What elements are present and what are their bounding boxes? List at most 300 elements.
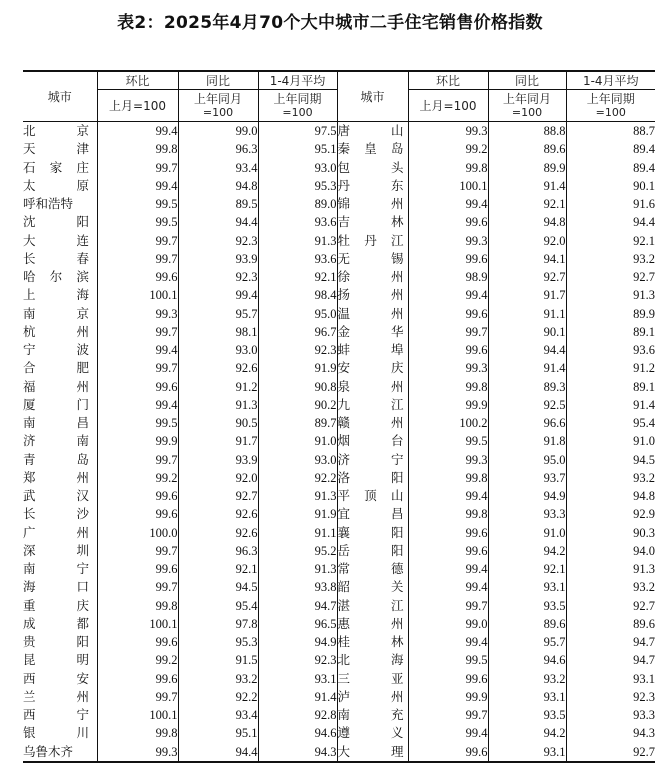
mom-value: 99.5 [97, 414, 178, 432]
table-row [23, 633, 655, 651]
avg-value: 97.5 [258, 122, 337, 141]
avg-header-left: 1-4月平均 [258, 71, 337, 90]
avg-value: 89.9 [566, 305, 655, 323]
table-row [23, 432, 655, 450]
table-row [23, 505, 655, 523]
mom-value: 99.5 [408, 432, 488, 450]
yoy-value: 94.8 [178, 177, 258, 195]
city-name: 青 岛 [23, 451, 89, 467]
avg-value: 92.1 [258, 268, 337, 286]
yoy-value: 93.0 [178, 341, 258, 359]
mom-value: 99.6 [408, 213, 488, 231]
yoy-value: 94.6 [488, 651, 566, 669]
city-name: 银 川 [23, 725, 89, 741]
table-row [23, 305, 655, 323]
mom-value: 99.6 [97, 487, 178, 505]
mom-header-right: 环比 [408, 71, 488, 90]
yoy-value: 99.4 [178, 286, 258, 304]
mom-value: 99.9 [97, 432, 178, 450]
table-row [23, 140, 655, 158]
avg-value: 96.5 [258, 615, 337, 633]
city-name: 惠 州 [337, 615, 408, 633]
mom-value: 99.3 [408, 122, 488, 141]
price-index-table [23, 70, 655, 763]
avg-value: 92.3 [566, 688, 655, 706]
yoy-value: 92.1 [178, 560, 258, 578]
mom-value: 99.7 [97, 323, 178, 341]
city-name: 哈 尔 滨 [23, 269, 89, 285]
city-name: 长 沙 [23, 506, 89, 522]
avg-value: 95.4 [566, 414, 655, 432]
mom-value: 99.6 [408, 524, 488, 542]
yoy-value: 93.2 [178, 670, 258, 688]
avg-value: 90.1 [566, 177, 655, 195]
avg-value: 91.0 [258, 432, 337, 450]
yoy-value: 93.2 [488, 670, 566, 688]
mom-value: 99.4 [97, 122, 178, 141]
yoy-value: 89.9 [488, 159, 566, 177]
mom-value: 100.2 [408, 414, 488, 432]
table-row [23, 724, 655, 742]
yoy-value: 93.1 [488, 743, 566, 762]
city-name: 兰 州 [23, 688, 89, 704]
mom-value: 99.4 [408, 195, 488, 213]
city-name: 南 昌 [23, 415, 89, 431]
avg-value: 94.6 [258, 724, 337, 742]
yoy-value: 99.0 [178, 122, 258, 141]
city-name: 烟 台 [337, 432, 408, 450]
avg-value: 93.1 [566, 670, 655, 688]
table-row [23, 688, 655, 706]
city-name: 韶 关 [337, 578, 408, 596]
yoy-value: 91.0 [488, 524, 566, 542]
city-name: 赣 州 [337, 414, 408, 432]
city-name: 丹 东 [337, 177, 408, 195]
avg-value: 95.2 [258, 542, 337, 560]
yoy-value: 94.4 [488, 341, 566, 359]
table-row [23, 286, 655, 304]
city-name: 大 理 [337, 743, 408, 762]
mom-value: 99.6 [97, 268, 178, 286]
city-name: 海 口 [23, 579, 89, 595]
city-name: 广 州 [23, 524, 89, 540]
avg-value: 90.8 [258, 378, 337, 396]
table-row [23, 469, 655, 487]
city-name: 湛 江 [337, 597, 408, 615]
yoy-value: 94.4 [178, 743, 258, 762]
avg-value: 94.7 [258, 597, 337, 615]
mom-value: 99.2 [408, 140, 488, 158]
avg-value: 92.2 [258, 469, 337, 487]
table-row [23, 542, 655, 560]
mom-value: 99.8 [97, 597, 178, 615]
table-row [23, 597, 655, 615]
yoy-value: 93.1 [488, 578, 566, 596]
mom-value: 100.0 [97, 524, 178, 542]
yoy-base-left: 上年同月 =100 [178, 90, 258, 122]
yoy-base-right: 上年同月 =100 [488, 90, 566, 122]
table-row [23, 341, 655, 359]
yoy-value: 94.9 [488, 487, 566, 505]
yoy-value: 92.1 [488, 195, 566, 213]
mom-value: 99.6 [408, 250, 488, 268]
table-row [23, 232, 655, 250]
table-row [23, 560, 655, 578]
city-name: 呼 和 浩 特 [23, 196, 74, 212]
yoy-value: 89.3 [488, 378, 566, 396]
avg-value: 93.8 [258, 578, 337, 596]
avg-value: 93.0 [258, 451, 337, 469]
yoy-value: 91.4 [488, 177, 566, 195]
table-row [23, 159, 655, 177]
mom-value: 99.7 [97, 578, 178, 596]
mom-value: 99.4 [97, 177, 178, 195]
city-name: 吉 林 [337, 213, 408, 231]
yoy-value: 90.5 [178, 414, 258, 432]
city-name: 宜 昌 [337, 505, 408, 523]
yoy-value: 93.3 [488, 505, 566, 523]
table-row [23, 615, 655, 633]
mom-value: 100.1 [97, 615, 178, 633]
table-row [23, 213, 655, 231]
city-name: 常 德 [337, 560, 408, 578]
city-name: 大 连 [23, 232, 89, 248]
city-name: 秦 皇 岛 [337, 140, 408, 158]
yoy-value: 93.7 [488, 469, 566, 487]
mom-value: 99.3 [408, 232, 488, 250]
city-name: 泉 州 [337, 378, 408, 396]
yoy-value: 95.7 [488, 633, 566, 651]
mom-value: 99.7 [97, 688, 178, 706]
avg-value: 92.7 [566, 268, 655, 286]
city-name: 长 春 [23, 250, 89, 266]
mom-value: 100.1 [408, 177, 488, 195]
avg-value: 93.2 [566, 250, 655, 268]
avg-base-right: 上年同期 =100 [566, 90, 655, 122]
table-row [23, 670, 655, 688]
yoy-value: 93.5 [488, 597, 566, 615]
table-row [23, 250, 655, 268]
mom-value: 99.4 [408, 724, 488, 742]
avg-value: 91.4 [566, 396, 655, 414]
mom-value: 99.3 [408, 451, 488, 469]
mom-value: 99.8 [408, 378, 488, 396]
avg-value: 95.0 [258, 305, 337, 323]
avg-value: 94.0 [566, 542, 655, 560]
table-row [23, 487, 655, 505]
yoy-value: 91.1 [488, 305, 566, 323]
mom-base-left: 上月=100 [97, 90, 178, 122]
yoy-value: 91.7 [488, 286, 566, 304]
mom-value: 99.8 [408, 505, 488, 523]
city-name: 合 肥 [23, 360, 89, 376]
yoy-value: 91.5 [178, 651, 258, 669]
avg-value: 91.6 [566, 195, 655, 213]
mom-base-right: 上月=100 [408, 90, 488, 122]
yoy-value: 94.2 [488, 724, 566, 742]
avg-value: 93.1 [258, 670, 337, 688]
yoy-value: 95.4 [178, 597, 258, 615]
mom-value: 100.1 [97, 286, 178, 304]
yoy-value: 92.6 [178, 524, 258, 542]
city-name: 唐 山 [337, 122, 408, 141]
avg-value: 91.1 [258, 524, 337, 542]
city-name: 贵 阳 [23, 634, 89, 650]
city-name: 包 头 [337, 159, 408, 177]
city-name: 锦 州 [337, 195, 408, 213]
yoy-value: 95.1 [178, 724, 258, 742]
yoy-value: 88.8 [488, 122, 566, 141]
yoy-value: 92.3 [178, 268, 258, 286]
avg-value: 89.6 [566, 615, 655, 633]
table-row [23, 122, 655, 141]
table-row [23, 414, 655, 432]
yoy-value: 94.2 [488, 542, 566, 560]
city-name: 北 海 [337, 651, 408, 669]
yoy-value: 94.8 [488, 213, 566, 231]
avg-value: 89.1 [566, 378, 655, 396]
mom-value: 99.7 [97, 159, 178, 177]
mom-value: 99.6 [97, 560, 178, 578]
city-name: 西 宁 [23, 707, 89, 723]
city-name: 成 都 [23, 615, 89, 631]
city-name: 蚌 埠 [337, 341, 408, 359]
header-row-1 [23, 71, 655, 90]
avg-value: 95.1 [258, 140, 337, 158]
mom-value: 99.6 [97, 670, 178, 688]
mom-value: 99.8 [408, 159, 488, 177]
mom-value: 99.8 [97, 724, 178, 742]
yoy-value: 97.8 [178, 615, 258, 633]
city-name: 牡 丹 江 [337, 232, 408, 250]
city-name: 上 海 [23, 287, 89, 303]
yoy-value: 92.1 [488, 560, 566, 578]
avg-value: 93.2 [566, 469, 655, 487]
city-header-right: 城市 [337, 71, 408, 122]
table-row [23, 268, 655, 286]
mom-value: 99.5 [97, 195, 178, 213]
mom-value: 99.4 [408, 286, 488, 304]
mom-value: 99.8 [408, 469, 488, 487]
mom-value: 99.0 [408, 615, 488, 633]
yoy-value: 95.3 [178, 633, 258, 651]
avg-value: 90.3 [566, 524, 655, 542]
mom-value: 99.7 [97, 451, 178, 469]
avg-value: 98.4 [258, 286, 337, 304]
yoy-value: 91.4 [488, 359, 566, 377]
mom-value: 99.7 [97, 250, 178, 268]
yoy-value: 89.5 [178, 195, 258, 213]
mom-value: 99.4 [408, 633, 488, 651]
mom-value: 99.4 [408, 578, 488, 596]
city-name: 杭 州 [23, 323, 89, 339]
mom-value: 99.6 [97, 378, 178, 396]
mom-value: 99.3 [97, 305, 178, 323]
avg-value: 90.2 [258, 396, 337, 414]
yoy-value: 96.6 [488, 414, 566, 432]
yoy-value: 93.9 [178, 451, 258, 469]
city-name: 沈 阳 [23, 214, 89, 230]
mom-value: 99.4 [97, 396, 178, 414]
yoy-value: 89.6 [488, 615, 566, 633]
yoy-header-left: 同比 [178, 71, 258, 90]
avg-value: 92.8 [258, 706, 337, 724]
yoy-value: 94.4 [178, 213, 258, 231]
yoy-value: 91.7 [178, 432, 258, 450]
mom-value: 99.6 [408, 743, 488, 762]
mom-value: 99.9 [408, 396, 488, 414]
city-name: 遵 义 [337, 724, 408, 742]
avg-value: 92.7 [566, 743, 655, 762]
city-name: 重 庆 [23, 597, 89, 613]
yoy-value: 96.3 [178, 542, 258, 560]
city-name: 无 锡 [337, 250, 408, 268]
avg-value: 94.7 [566, 651, 655, 669]
mom-value: 99.6 [97, 505, 178, 523]
yoy-value: 92.3 [178, 232, 258, 250]
avg-value: 92.3 [258, 341, 337, 359]
yoy-value: 93.5 [488, 706, 566, 724]
city-name: 南 充 [337, 706, 408, 724]
yoy-value: 92.7 [178, 487, 258, 505]
avg-value: 94.9 [258, 633, 337, 651]
mom-value: 99.5 [97, 213, 178, 231]
table-row [23, 323, 655, 341]
mom-value: 99.7 [408, 597, 488, 615]
city-name: 郑 州 [23, 469, 89, 485]
city-name: 平 顶 山 [337, 487, 408, 505]
mom-value: 99.7 [97, 359, 178, 377]
city-name: 温 州 [337, 305, 408, 323]
yoy-value: 92.0 [488, 232, 566, 250]
avg-value: 89.4 [566, 159, 655, 177]
avg-value: 94.7 [566, 633, 655, 651]
city-name: 泸 州 [337, 688, 408, 706]
yoy-value: 91.2 [178, 378, 258, 396]
mom-value: 99.4 [408, 560, 488, 578]
table-row [23, 378, 655, 396]
mom-value: 99.5 [408, 651, 488, 669]
avg-value: 89.4 [566, 140, 655, 158]
mom-value: 99.3 [408, 359, 488, 377]
avg-value: 89.0 [258, 195, 337, 213]
avg-value: 94.4 [566, 213, 655, 231]
city-name: 北 京 [23, 123, 89, 139]
mom-value: 99.6 [408, 341, 488, 359]
city-name: 南 京 [23, 305, 89, 321]
table-body [23, 122, 655, 762]
table-row [23, 651, 655, 669]
city-name: 西 安 [23, 670, 89, 686]
city-name: 九 江 [337, 396, 408, 414]
table-row [23, 396, 655, 414]
yoy-value: 94.1 [488, 250, 566, 268]
mom-value: 99.7 [408, 706, 488, 724]
city-name: 宁 波 [23, 342, 89, 358]
avg-value: 91.3 [566, 560, 655, 578]
mom-value: 99.4 [408, 487, 488, 505]
yoy-value: 92.0 [178, 469, 258, 487]
yoy-value: 93.1 [488, 688, 566, 706]
avg-value: 93.6 [258, 213, 337, 231]
avg-value: 94.8 [566, 487, 655, 505]
city-name: 济 宁 [337, 451, 408, 469]
table-title: 表2：2025年4月70个大中城市二手住宅销售价格指数 [117, 13, 543, 33]
mom-value: 98.9 [408, 268, 488, 286]
mom-value: 99.6 [408, 305, 488, 323]
mom-value: 99.2 [97, 469, 178, 487]
city-name: 厦 门 [23, 396, 89, 412]
city-name: 石 家 庄 [23, 159, 89, 175]
city-name: 天 津 [23, 141, 89, 157]
city-name: 桂 林 [337, 633, 408, 651]
yoy-value: 94.5 [178, 578, 258, 596]
city-name: 福 州 [23, 378, 89, 394]
avg-value: 93.6 [566, 341, 655, 359]
table-row [23, 578, 655, 596]
city-name: 三 亚 [337, 670, 408, 688]
mom-value: 100.1 [97, 706, 178, 724]
avg-value: 91.2 [566, 359, 655, 377]
yoy-value: 92.2 [178, 688, 258, 706]
avg-value: 96.7 [258, 323, 337, 341]
avg-value: 92.1 [566, 232, 655, 250]
mom-value: 99.8 [97, 140, 178, 158]
avg-value: 89.7 [258, 414, 337, 432]
yoy-value: 91.8 [488, 432, 566, 450]
avg-value: 91.3 [566, 286, 655, 304]
avg-value: 95.3 [258, 177, 337, 195]
avg-value: 91.3 [258, 487, 337, 505]
yoy-value: 92.6 [178, 505, 258, 523]
yoy-value: 95.0 [488, 451, 566, 469]
avg-value: 89.1 [566, 323, 655, 341]
city-name: 深 圳 [23, 542, 89, 558]
avg-value: 92.3 [258, 651, 337, 669]
mom-value: 99.7 [408, 323, 488, 341]
avg-value: 93.0 [258, 159, 337, 177]
avg-value: 94.5 [566, 451, 655, 469]
mom-value: 99.9 [408, 688, 488, 706]
yoy-value: 93.4 [178, 706, 258, 724]
avg-value: 91.9 [258, 359, 337, 377]
mom-value: 99.4 [97, 341, 178, 359]
yoy-value: 92.7 [488, 268, 566, 286]
yoy-value: 92.5 [488, 396, 566, 414]
yoy-value: 89.6 [488, 140, 566, 158]
city-name: 徐 州 [337, 268, 408, 286]
mom-value: 99.7 [97, 232, 178, 250]
avg-value: 91.3 [258, 232, 337, 250]
avg-value: 88.7 [566, 122, 655, 141]
avg-value: 94.3 [258, 743, 337, 762]
yoy-header-right: 同比 [488, 71, 566, 90]
yoy-value: 95.7 [178, 305, 258, 323]
mom-value: 99.3 [97, 743, 178, 762]
mom-value: 99.7 [97, 542, 178, 560]
mom-header-left: 环比 [97, 71, 178, 90]
city-name: 襄 阳 [337, 524, 408, 542]
city-header-left: 城市 [23, 71, 97, 122]
mom-value: 99.2 [97, 651, 178, 669]
yoy-value: 96.3 [178, 140, 258, 158]
city-name: 乌 鲁 木 齐 [23, 743, 74, 759]
city-name: 太 原 [23, 177, 89, 193]
table-row [23, 359, 655, 377]
avg-value: 92.9 [566, 505, 655, 523]
avg-value: 91.4 [258, 688, 337, 706]
yoy-value: 93.9 [178, 250, 258, 268]
